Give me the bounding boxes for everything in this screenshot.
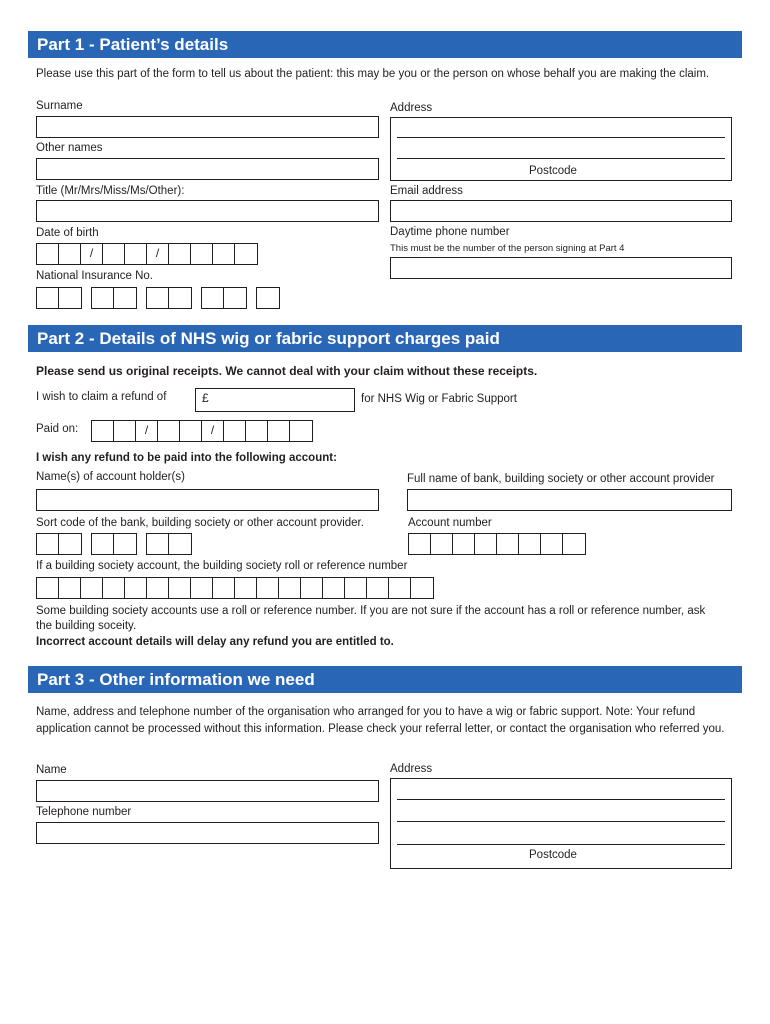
roll-number-cell[interactable]	[389, 578, 411, 598]
dob-cell[interactable]	[59, 244, 81, 264]
bank-name-field[interactable]	[407, 489, 732, 511]
dob-cell[interactable]	[103, 244, 125, 264]
date-cell[interactable]	[290, 421, 312, 441]
roll-number-cell[interactable]	[59, 578, 81, 598]
paid-on-date-field[interactable]	[91, 420, 313, 442]
title-field[interactable]	[36, 200, 379, 222]
date-cell[interactable]	[136, 421, 158, 441]
date-separator: /	[144, 423, 149, 437]
date-separator: /	[89, 246, 94, 260]
part3-intro: Name, address and telephone number of the organisation who arranged for you to have a wig or fabric support. Note: Your refund application cannot be processed without this information. Please check your referral letter, or contact the organisation who referred you.	[36, 706, 725, 735]
date-separator: /	[155, 246, 160, 260]
phone-label: Daytime phone number	[390, 226, 510, 238]
sort-code-cell[interactable]	[59, 534, 81, 554]
dob-cell[interactable]	[191, 244, 213, 264]
account-number-cell[interactable]	[431, 534, 453, 554]
ni-cell[interactable]	[92, 288, 114, 308]
date-separator: /	[210, 423, 215, 437]
ni-group-2[interactable]	[91, 287, 137, 309]
roll-number-cell[interactable]	[323, 578, 345, 598]
date-cell[interactable]	[114, 421, 136, 441]
ni-cell[interactable]	[59, 288, 81, 308]
account-number-cell[interactable]	[541, 534, 563, 554]
date-cell[interactable]	[92, 421, 114, 441]
sort-code-label: Sort code of the bank, building society or other account provider.	[36, 517, 364, 529]
part3-heading: Part 3 - Other information we need	[28, 666, 742, 693]
part2-heading: Part 2 - Details of NHS wig or fabric support charges paid	[28, 325, 742, 352]
roll-number-cell[interactable]	[103, 578, 125, 598]
ni-group-4[interactable]	[201, 287, 247, 309]
ni-label: National Insurance No.	[36, 270, 153, 282]
roll-number-cell[interactable]	[213, 578, 235, 598]
roll-number-field[interactable]	[36, 577, 434, 599]
roll-number-cell[interactable]	[37, 578, 59, 598]
date-cell[interactable]	[158, 421, 180, 441]
part1-intro: Please use this part of the form to tell us about the patient: this may be you or the person on whose behalf you are making the claim.	[36, 68, 710, 80]
surname-field[interactable]	[36, 116, 379, 138]
ni-cell[interactable]	[169, 288, 191, 308]
refund-label: I wish to claim a refund of	[36, 391, 167, 403]
roll-note: Some building society accounts use a roll or reference number. If you are not sure if the account has a roll or reference number, ask the building soceity.	[36, 605, 706, 632]
dob-cell[interactable]	[235, 244, 257, 264]
account-number-cell[interactable]	[519, 534, 541, 554]
roll-number-cell[interactable]	[169, 578, 191, 598]
account-number-cell[interactable]	[409, 534, 431, 554]
account-number-cell[interactable]	[563, 534, 585, 554]
dob-cell[interactable]	[81, 244, 103, 264]
roll-number-cell[interactable]	[147, 578, 169, 598]
phone-note: This must be the number of the person signing at Part 4	[390, 243, 625, 254]
sort-code-group-3[interactable]	[146, 533, 192, 555]
address-label: Address	[390, 102, 433, 114]
org-name-field[interactable]	[36, 780, 379, 802]
address-line	[397, 821, 725, 822]
roll-number-cell[interactable]	[125, 578, 147, 598]
roll-label: If a building society account, the building society roll or reference number	[36, 560, 408, 572]
roll-number-cell[interactable]	[257, 578, 279, 598]
sort-code-cell[interactable]	[169, 534, 191, 554]
account-number-cell[interactable]	[497, 534, 519, 554]
account-warning: Incorrect account details will delay any refund you are entitled to.	[36, 636, 394, 648]
part1-heading: Part 1 - Patient’s details	[28, 31, 742, 58]
dob-label: Date of birth	[36, 227, 99, 239]
surname-label: Surname	[36, 100, 83, 112]
bank-label: Full name of bank, building society or other account provider	[407, 473, 715, 485]
dob-cell[interactable]	[169, 244, 191, 264]
ni-cell[interactable]	[147, 288, 169, 308]
address-line	[397, 844, 725, 845]
sort-code-group-2[interactable]	[91, 533, 137, 555]
roll-number-cell[interactable]	[367, 578, 389, 598]
refund-suffix: for NHS Wig or Fabric Support	[361, 393, 517, 405]
date-cell[interactable]	[246, 421, 268, 441]
paid-on-label: Paid on:	[36, 423, 79, 435]
receipts-note: Please send us original receipts. We cannot deal with your claim without these receipts.	[36, 364, 538, 378]
ni-cell[interactable]	[114, 288, 136, 308]
email-field[interactable]	[390, 200, 732, 222]
sort-code-cell[interactable]	[114, 534, 136, 554]
roll-number-cell[interactable]	[279, 578, 301, 598]
date-cell[interactable]	[180, 421, 202, 441]
dob-cell[interactable]	[125, 244, 147, 264]
org-name-label: Name	[36, 764, 67, 776]
org-postcode-label: Postcode	[529, 849, 577, 861]
dob-cell[interactable]	[213, 244, 235, 264]
ni-group-5[interactable]	[256, 287, 280, 309]
ni-cell[interactable]	[224, 288, 246, 308]
address-line	[397, 137, 725, 138]
ni-cell[interactable]	[202, 288, 224, 308]
ni-cell[interactable]	[257, 288, 279, 308]
date-cell[interactable]	[268, 421, 290, 441]
account-number-label: Account number	[408, 517, 492, 529]
ni-cell[interactable]	[37, 288, 59, 308]
account-number-cell[interactable]	[453, 534, 475, 554]
org-address-box[interactable]	[390, 778, 732, 869]
dob-cell[interactable]	[37, 244, 59, 264]
email-label: Email address	[390, 185, 463, 197]
org-address-label: Address	[390, 763, 433, 775]
org-telephone-label: Telephone number	[36, 806, 132, 818]
date-cell[interactable]	[224, 421, 246, 441]
account-heading: I wish any refund to be paid into the following account:	[36, 452, 337, 464]
account-number-field[interactable]	[408, 533, 586, 555]
org-telephone-field[interactable]	[36, 822, 379, 844]
address-line	[397, 799, 725, 800]
dob-cell[interactable]	[147, 244, 169, 264]
roll-number-cell[interactable]	[191, 578, 213, 598]
postcode-label: Postcode	[529, 165, 577, 177]
account-holder-field[interactable]	[36, 489, 379, 511]
ni-group-3[interactable]	[146, 287, 192, 309]
currency-symbol: £	[202, 391, 209, 405]
other-names-field[interactable]	[36, 158, 379, 180]
roll-number-cell[interactable]	[235, 578, 257, 598]
other-names-label: Other names	[36, 142, 103, 154]
sort-code-cell[interactable]	[147, 534, 169, 554]
title-label: Title (Mr/Mrs/Miss/Ms/Other):	[36, 185, 185, 197]
ni-group-1[interactable]	[36, 287, 82, 309]
address-line	[397, 158, 725, 159]
refund-amount-field[interactable]	[195, 388, 355, 412]
date-cell[interactable]	[202, 421, 224, 441]
roll-number-cell[interactable]	[81, 578, 103, 598]
roll-number-cell[interactable]	[411, 578, 433, 598]
sort-code-cell[interactable]	[92, 534, 114, 554]
account-number-cell[interactable]	[475, 534, 497, 554]
phone-field[interactable]	[390, 257, 732, 279]
sort-code-group-1[interactable]	[36, 533, 82, 555]
address-box[interactable]	[390, 117, 732, 181]
roll-number-cell[interactable]	[345, 578, 367, 598]
roll-number-cell[interactable]	[301, 578, 323, 598]
sort-code-cell[interactable]	[37, 534, 59, 554]
holder-label: Name(s) of account holder(s)	[36, 471, 185, 483]
date-of-birth-field[interactable]	[36, 243, 258, 265]
